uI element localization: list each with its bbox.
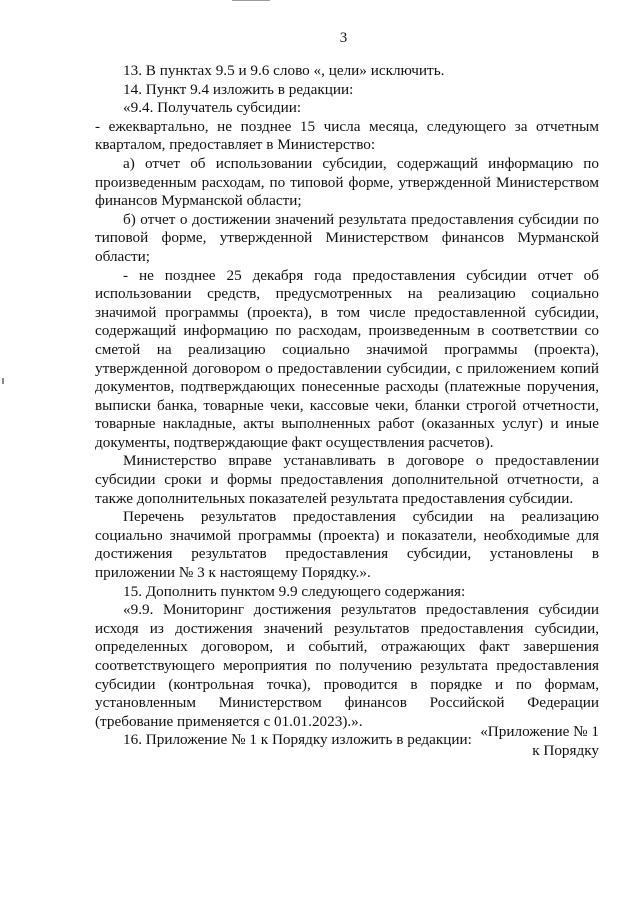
- december-report-paragraph: - не позднее 25 декабря года предоставления субсидии отчет об использовании средств, предусмотренных на реализацию социально значимой программы (проекта), в том числе предоставленной субсидии, содержащий информацию по расходам, произведенным в соответствии со сметой на реализацию социально значимой программы (проекта), утвержденной договором о предоставлении субсидии, с приложением копий документов, подтверждающих понесенные расходы (платежные поручения, выписки банка, товарные чеки, кассовые чеки, бланки строгой отчетности, товарные накладные, акты выполненных работ (оказанных услуг) и иные документы, подтверждающие факт осуществления расчетов).: [95, 266, 599, 451]
- report-a-paragraph: а) отчет об использовании субсидии, содержащий информацию по произведенным расходам, по типовой форме, утвержденной Министерством финансов Мурманской области;: [95, 154, 599, 210]
- ministry-rights-paragraph: Министерство вправе устанавливать в договоре о предоставлении субсидии сроки и формы предоставления дополнительной отчетности, а также дополнительных показателей результата предоставления субсидии.: [95, 452, 599, 507]
- scan-edge-mark: [232, 0, 270, 1]
- appendix-subtitle: к Порядку: [532, 741, 599, 759]
- item-15: 15. Дополнить пунктом 9.9 следующего содержания:: [123, 582, 466, 600]
- page-number: 3: [339, 30, 348, 46]
- document-body: [95, 62, 599, 750]
- results-list-paragraph: Перечень результатов предоставления субсидии на реализацию социально значимой программы (проекта) и показатели, необходимые для достижения результатов предоставления субсидии, установлены в приложении № 3 к настоящему Порядку.».: [95, 508, 599, 582]
- item-13: 13. В пунктах 9.5 и 9.6 слово «, цели» исключить.: [123, 62, 445, 79]
- item-14: 14. Пункт 9.4 изложить в редакции:: [123, 80, 354, 98]
- appendix-heading: [480, 723, 599, 760]
- clause-9-4-heading: «9.4. Получатель субсидии:: [123, 99, 302, 117]
- scan-margin-mark: [2, 378, 4, 384]
- quarterly-report-paragraph: - ежеквартально, не позднее 15 числа месяца, следующего за отчетным кварталом, предоставляет в Министерство:: [95, 117, 599, 154]
- report-b-paragraph: б) отчет о достижении значений результата предоставления субсидии по типовой форме, утвержденной Министерством финансов Мурманской области;: [95, 210, 599, 265]
- appendix-title: «Приложение № 1: [480, 723, 599, 740]
- clause-9-9-paragraph: «9.9. Мониторинг достижения результатов предоставления субсидии исходя из достижения значений результатов предоставления субсидии, определенных договором, и событий, отражающих факт завершения соответствующего мероприятия по получению результата предоставления субсидии (контрольная точка), проводится в порядке и по формам, установленным Министерством финансов Российской Федерации (требование применяется с 01.01.2023).».: [95, 601, 599, 730]
- item-16: 16. Приложение № 1 к Порядку изложить в редакции:: [123, 731, 472, 749]
